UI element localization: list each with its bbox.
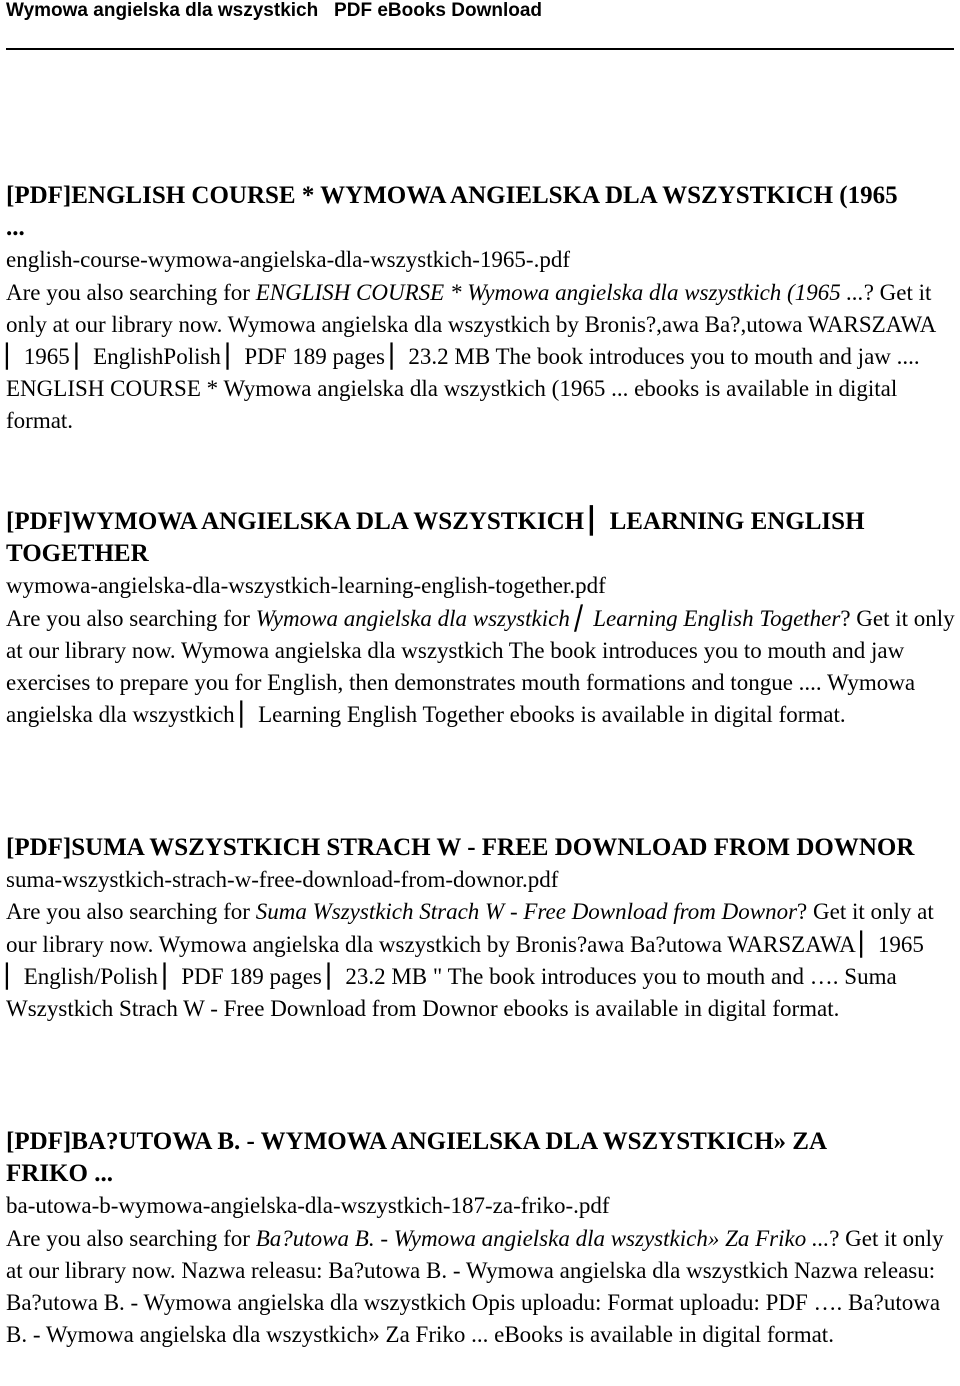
result-filename: ba-utowa-b-wymowa-angielska-dla-wszystkich-187-za-friko-.pdf <box>6 1193 610 1219</box>
page-header-title: Wymowa angielska dla wszystkich PDF eBooks Download <box>6 0 543 21</box>
page-header <box>6 0 954 50</box>
result-body-text: ? Get it only at our library now. Wymowa angielska dla wszystkich The book introduces you to mouth and jaw exercises to prepare you for English, then demonstrates mouth formations and tongue .... Wymowa angielska dla wszystkich ▏Learning English Together ebooks is available in digital format. <box>6 605 955 728</box>
result-search-title: ENGLISH COURSE * Wymowa angielska dla wszystkich (1965 ... <box>255 279 864 305</box>
result-body-text: ? Get it only at our library now. Nazwa releasu: Ba?utowa B. - Wymowa angielska dla wszystkich Nazwa releasu: Ba?utowa B. - Wymowa angielska dla wszystkich Opis uploadu: Format uploadu: PDF …. Ba?utowa B. - Wymowa angielska dla wszystkich» Za Friko ... eBooks is available in digital format. <box>6 1225 944 1348</box>
result-entry <box>6 1126 956 1351</box>
result-entry <box>6 506 956 731</box>
result-entry <box>6 832 956 1025</box>
result-description <box>6 603 956 732</box>
result-filename: suma-wszystkich-strach-w-free-download-from-downor.pdf <box>6 867 559 893</box>
result-search-title: Suma Wszystkich Strach W - Free Download from Downor <box>255 899 798 925</box>
result-title[interactable]: [PDF]WYMOWA ANGIELSKA DLA WSZYSTKICH ▏LEARNING ENGLISH TOGETHER <box>6 508 865 568</box>
result-filename: english-course-wymowa-angielska-dla-wszystkich-1965-.pdf <box>6 247 570 273</box>
result-description <box>6 1223 956 1352</box>
result-body-text: ? Get it only at our library now. Wymowa angielska dla wszystkich by Bronis?awa Ba?utowa WARSZAWA ▏1965 ▏English/Polish ▏PDF 189 pages ▏23.2 MB " The book introduces you to mouth and …. Suma Wszystkich Strach W - Free Download from Downor ebooks is available in digital format. <box>6 899 934 1022</box>
result-search-prefix: Are you also searching for <box>6 279 256 305</box>
result-filename: wymowa-angielska-dla-wszystkich-learning-english-together.pdf <box>6 573 606 599</box>
result-title[interactable]: [PDF]SUMA WSZYSTKICH STRACH W - FREE DOWNLOAD FROM DOWNOR <box>6 834 915 861</box>
result-search-prefix: Are you also searching for <box>6 1225 256 1251</box>
result-entry <box>6 180 956 438</box>
result-search-prefix: Are you also searching for <box>6 899 256 925</box>
result-search-prefix: Are you also searching for <box>6 605 256 631</box>
result-title[interactable]: [PDF]ENGLISH COURSE * WYMOWA ANGIELSKA DLA WSZYSTKICH (1965 ... <box>6 182 898 242</box>
result-search-title: Wymowa angielska dla wszystkich ▏Learning English Together <box>255 605 841 631</box>
result-description <box>6 896 956 1025</box>
result-description <box>6 277 956 438</box>
result-title[interactable]: [PDF]BA?UTOWA B. - WYMOWA ANGIELSKA DLA WSZYSTKICH» ZA FRIKO ... <box>6 1128 826 1188</box>
result-body-text: ? Get it only at our library now. Wymowa angielska dla wszystkich by Bronis?,awa Ba?,utowa WARSZAWA ▏1965 ▏EnglishPolish ▏PDF 189 pages ▏23.2 MB The book introduces you to mouth and jaw .... ENGLISH COURSE * Wymowa angielska dla wszystkich (1965 ... ebooks is available in digital format. <box>6 279 935 434</box>
result-search-title: Ba?utowa B. - Wymowa angielska dla wszystkich» Za Friko ... <box>255 1225 830 1251</box>
